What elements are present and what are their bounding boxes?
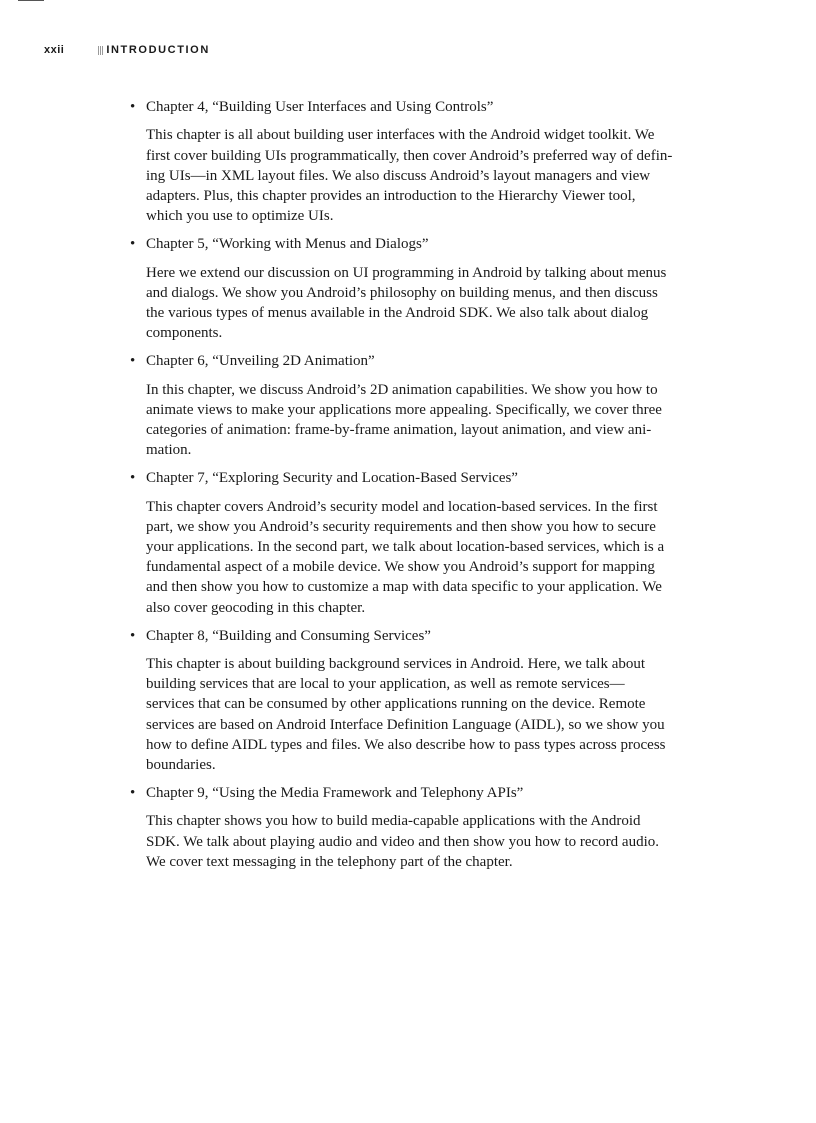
list-item: [130, 351, 726, 460]
description-line: services are based on Android Interface Definition Language (AIDL), so we show you: [146, 716, 665, 733]
running-head: [44, 42, 210, 58]
chapter-description: [146, 125, 726, 226]
list-item: [130, 234, 726, 343]
chapter-description: [146, 811, 726, 872]
list-item: [130, 783, 726, 872]
chapter-heading: [130, 97, 726, 117]
top-rule: [18, 0, 44, 1]
chapter-heading: [130, 626, 726, 646]
list-item: [130, 626, 726, 776]
section-marker-icon: [98, 46, 104, 55]
description-line: This chapter is all about building user interfaces with the Android widget toolkit. We: [146, 127, 655, 144]
chapter-title: Chapter 7, “Exploring Security and Location-Based Services”: [146, 470, 518, 487]
list-item: [130, 468, 726, 618]
chapter-heading: [130, 234, 726, 254]
description-line: building services that are local to your application, as well as remote services—: [146, 676, 625, 693]
section-title: INTRODUCTION: [106, 44, 210, 56]
description-line: This chapter covers Android’s security model and location-based services. In the first: [146, 498, 658, 515]
bullet-icon: •: [130, 785, 136, 802]
bullet-icon: •: [130, 353, 136, 370]
description-line: your applications. In the second part, we talk about location-based services, which is a: [146, 539, 665, 555]
description-line: the various types of menus available in the Android SDK. We also talk about dialog: [146, 305, 649, 321]
description-line: SDK. We talk about playing audio and video and then show you how to record audio.: [146, 833, 660, 850]
description-line: We cover text messaging in the telephony part of the chapter.: [146, 853, 513, 870]
description-line: adapters. Plus, this chapter provides an introduction to the Hierarchy Viewer tool,: [146, 188, 636, 204]
description-line: components.: [146, 325, 223, 342]
description-line: categories of animation: frame-by-frame animation, layout animation, and view ani-: [146, 422, 652, 438]
description-line: which you use to optimize UIs.: [146, 208, 334, 225]
chapter-description: [146, 263, 726, 344]
description-line: mation.: [146, 442, 192, 459]
page-number: xxii: [44, 44, 65, 56]
bullet-icon: •: [130, 627, 136, 644]
description-line: fundamental aspect of a mobile device. We show you Android’s support for mapping: [146, 559, 655, 576]
description-line: In this chapter, we discuss Android’s 2D animation capabilities. We show you how to: [146, 381, 658, 398]
chapter-list: [130, 97, 726, 880]
chapter-title: Chapter 8, “Building and Consuming Services”: [146, 627, 431, 644]
description-line: how to define AIDL types and files. We also describe how to pass types across process: [146, 736, 666, 753]
description-line: and then show you how to customize a map with data specific to your application. We: [146, 579, 662, 596]
description-line: services that can be consumed by other applications running on the device. Remote: [146, 696, 646, 713]
description-line: part, we show you Android’s security requirements and then show you how to secure: [146, 518, 656, 535]
chapter-description: [146, 497, 726, 618]
bullet-icon: •: [130, 236, 136, 253]
bullet-icon: •: [130, 470, 136, 487]
description-line: also cover geocoding in this chapter.: [146, 599, 366, 616]
bullet-icon: •: [130, 99, 136, 115]
description-line: Here we extend our discussion on UI programming in Android by talking about menus: [146, 264, 667, 281]
chapter-description: [146, 654, 726, 775]
description-line: animate views to make your applications more appealing. Specifically, we cover three: [146, 401, 662, 418]
chapter-title: Chapter 6, “Unveiling 2D Animation”: [146, 353, 375, 370]
chapter-title: Chapter 9, “Using the Media Framework and Telephony APIs”: [146, 785, 524, 802]
chapter-title: Chapter 4, “Building User Interfaces and Using Controls”: [146, 99, 494, 115]
description-line: This chapter is about building background services in Android. Here, we talk about: [146, 656, 646, 672]
description-line: first cover building UIs programmatically, then cover Android’s preferred way of defin-: [146, 147, 673, 164]
chapter-heading: [130, 468, 726, 488]
description-line: boundaries.: [146, 757, 216, 774]
description-line: This chapter shows you how to build media-capable applications with the Android: [146, 813, 641, 830]
description-line: ing UIs—in XML layout files. We also discuss Android’s layout managers and view: [146, 167, 651, 184]
list-item: [130, 97, 726, 226]
chapter-title: Chapter 5, “Working with Menus and Dialogs”: [146, 236, 429, 253]
chapter-heading: [130, 783, 726, 803]
chapter-description: [146, 380, 726, 461]
description-line: and dialogs. We show you Android’s philosophy on building menus, and then discuss: [146, 284, 658, 301]
chapter-heading: [130, 351, 726, 371]
